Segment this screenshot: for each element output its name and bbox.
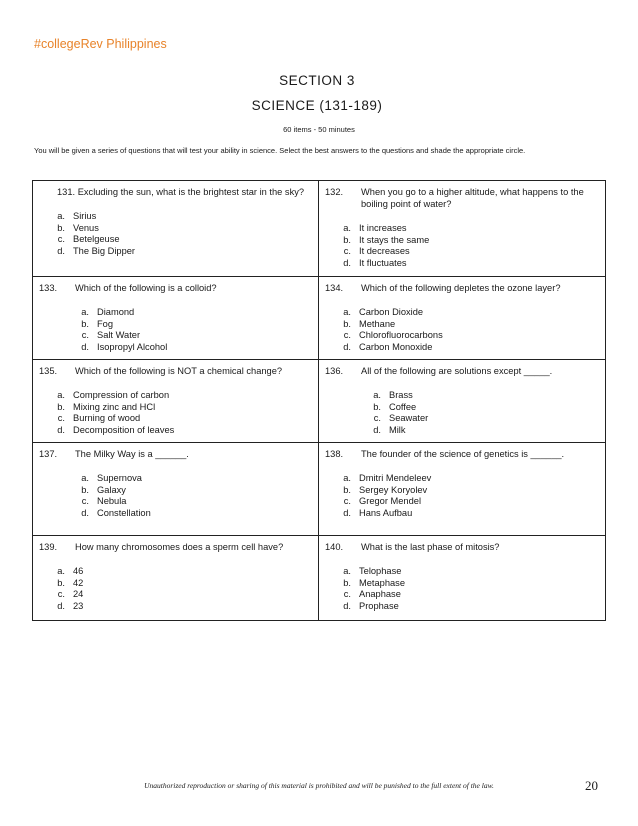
question-text: 135. Which of the following is NOT a chemical change? bbox=[39, 366, 283, 376]
question-134 bbox=[319, 276, 605, 359]
option-d[interactable]: d. Constellation bbox=[81, 507, 151, 518]
option-c[interactable]: c. Salt Water bbox=[81, 330, 141, 340]
option-b[interactable]: b. It stays the same bbox=[343, 234, 430, 245]
question-text: 138. The founder of the science of genetics is ______. bbox=[325, 449, 565, 459]
option-c[interactable]: c. Burning of wood bbox=[57, 413, 141, 423]
section-title: SECTION 3 bbox=[279, 73, 355, 88]
option-c[interactable]: c. Nebula bbox=[81, 496, 127, 506]
option-d[interactable]: d. It fluctuates bbox=[343, 257, 407, 268]
option-a[interactable]: a. Brass bbox=[373, 390, 413, 400]
option-list bbox=[325, 472, 599, 518]
question-136 bbox=[319, 359, 605, 442]
option-list bbox=[325, 306, 599, 352]
option-a[interactable]: a. Dmitri Mendeleev bbox=[343, 473, 432, 483]
option-c[interactable]: c. Betelgeuse bbox=[57, 234, 120, 244]
option-d[interactable]: d. Prophase bbox=[343, 600, 399, 611]
copyright-notice: Unauthorized reproduction or sharing of this material is prohibited and will be punished to the full extent of the law. bbox=[144, 781, 494, 790]
question-140 bbox=[319, 535, 605, 620]
option-c[interactable]: c. Seawater bbox=[373, 413, 429, 423]
option-d[interactable]: d. Decomposition of leaves bbox=[57, 424, 175, 435]
option-b[interactable]: b. Methane bbox=[343, 318, 396, 329]
option-list bbox=[39, 565, 312, 611]
option-a[interactable]: a. Sirius bbox=[57, 211, 97, 221]
option-b[interactable]: b. Metaphase bbox=[343, 577, 405, 588]
question-133 bbox=[33, 276, 319, 359]
question-138 bbox=[319, 442, 605, 535]
section-subtitle: SCIENCE (131-189) bbox=[251, 98, 383, 113]
option-d[interactable]: d. 23 bbox=[57, 600, 84, 611]
option-b[interactable]: b. Fog bbox=[81, 318, 114, 329]
option-d[interactable]: d. Carbon Monoxide bbox=[343, 341, 433, 352]
question-text: 133. Which of the following is a colloid? bbox=[39, 283, 217, 293]
question-text: 136. All of the following are solutions except _____. bbox=[325, 366, 553, 376]
page-number: 20 bbox=[585, 778, 598, 793]
option-a[interactable]: a. 46 bbox=[57, 566, 84, 576]
question-text: 131. Excluding the sun, what is the brightest star in the sky? bbox=[57, 187, 305, 197]
option-a[interactable]: a. It increases bbox=[343, 223, 407, 233]
option-list bbox=[39, 306, 312, 352]
option-list bbox=[39, 389, 312, 435]
option-c[interactable]: c. 24 bbox=[57, 589, 84, 599]
option-list bbox=[325, 565, 599, 611]
option-d[interactable]: d. Hans Aufbau bbox=[343, 507, 413, 518]
brand-header: #collegeRev Philippines bbox=[34, 37, 167, 51]
option-a[interactable]: a. Telophase bbox=[343, 566, 402, 576]
option-a[interactable]: a. Diamond bbox=[81, 307, 135, 317]
option-b[interactable]: b. Sergey Koryolev bbox=[343, 484, 428, 495]
question-139 bbox=[33, 535, 319, 620]
option-c[interactable]: c. Chlorofluorocarbons bbox=[343, 330, 443, 340]
question-text: 139. How many chromosomes does a sperm cell have? bbox=[39, 542, 284, 552]
option-b[interactable]: b. Coffee bbox=[373, 401, 417, 412]
instructions: You will be given a series of questions that will test your ability in science. Select the best answers to the questions and shade the appropriate circle. bbox=[34, 146, 526, 155]
option-list bbox=[325, 222, 599, 268]
option-b[interactable]: b. Venus bbox=[57, 222, 99, 233]
option-b[interactable]: b. Galaxy bbox=[81, 484, 126, 495]
question-137 bbox=[33, 442, 319, 535]
option-list bbox=[39, 472, 312, 518]
question-text: 132. When you go to a higher altitude, what happens to the boiling point of water? bbox=[325, 187, 584, 209]
option-c[interactable]: c. It decreases bbox=[343, 246, 410, 256]
question-text: 137. The Milky Way is a ______. bbox=[39, 449, 189, 459]
option-b[interactable]: b. Mixing zinc and HCl bbox=[57, 401, 156, 412]
option-a[interactable]: a. Carbon Dioxide bbox=[343, 307, 424, 317]
option-d[interactable]: d. Isopropyl Alcohol bbox=[81, 341, 168, 352]
question-text: 134. Which of the following depletes the ozone layer? bbox=[325, 283, 561, 293]
option-c[interactable]: c. Gregor Mendel bbox=[343, 496, 422, 506]
option-b[interactable]: b. 42 bbox=[57, 577, 84, 588]
option-list bbox=[325, 389, 599, 435]
option-a[interactable]: a. Supernova bbox=[81, 473, 142, 483]
question-text: 140. What is the last phase of mitosis? bbox=[325, 542, 500, 552]
option-c[interactable]: c. Anaphase bbox=[343, 589, 401, 599]
question-132 bbox=[319, 181, 605, 276]
option-d[interactable]: d. The Big Dipper bbox=[57, 245, 136, 256]
question-131 bbox=[33, 181, 319, 276]
option-list bbox=[39, 210, 312, 256]
option-d[interactable]: d. Milk bbox=[373, 424, 406, 435]
time-limit: 60 items - 50 minutes bbox=[283, 125, 355, 134]
question-grid bbox=[32, 180, 606, 621]
option-a[interactable]: a. Compression of carbon bbox=[57, 390, 170, 400]
question-135 bbox=[33, 359, 319, 442]
